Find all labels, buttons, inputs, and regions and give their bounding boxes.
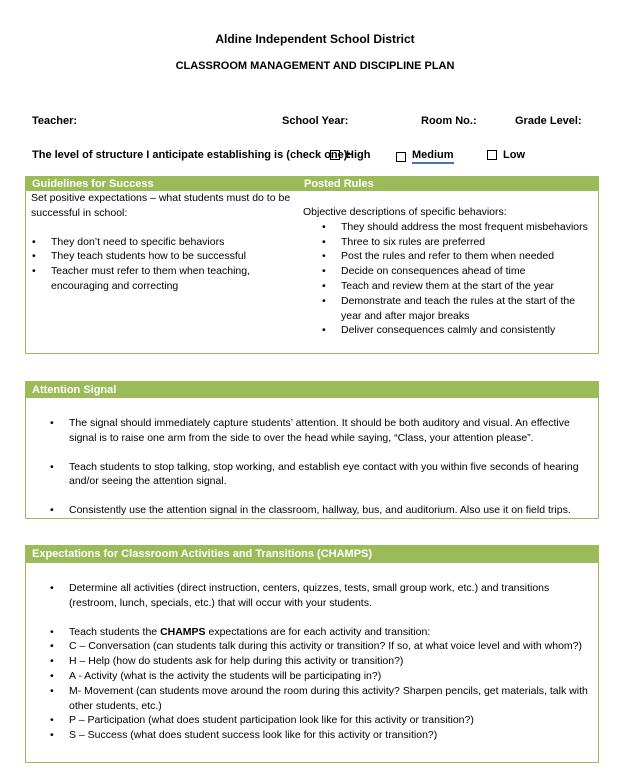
low-checkbox[interactable]	[487, 150, 497, 160]
list-item: • Decide on consequences ahead of time	[341, 264, 595, 279]
list-item: • Demonstrate and teach the rules at the start of the year and after major breaks	[341, 294, 595, 324]
room-no-label: Room No.:	[421, 115, 477, 127]
list-item: • Deliver consequences calmly and consistently	[341, 323, 595, 338]
medium-checkbox[interactable]	[396, 152, 406, 162]
option-medium-label: Medium	[412, 149, 454, 164]
list-item: • M- Movement (can students move around the room during this activity? Sharpen pencils, get materials, talk with other students, etc.)	[69, 684, 599, 714]
guidelines-heading: Guidelines for Success	[32, 178, 154, 190]
champs-acronym: CHAMPS	[160, 625, 206, 638]
guidelines-rules-section	[25, 176, 599, 354]
list-item: • They should address the most frequent misbehaviors	[341, 220, 595, 235]
champs-header-bar	[26, 546, 598, 563]
list-item: • P – Participation (what does student participation look like for this activity or transition?)	[69, 713, 599, 728]
posted-rules-column	[303, 205, 595, 338]
attention-heading: Attention Signal	[32, 384, 117, 396]
posted-rules-heading: Posted Rules	[304, 178, 374, 190]
list-item: • A - Activity (what is the activity the students will be participating in?)	[69, 669, 599, 684]
plan-title: CLASSROOM MANAGEMENT AND DISCIPLINE PLAN	[175, 60, 455, 72]
list-item: • The signal should immediately capture students’ attention. It should be both auditory and visual. An effective signal is to raise one arm from the side to over the head while saying, “Class, your attention please”.	[69, 416, 599, 446]
attention-list	[69, 416, 599, 518]
teacher-label: Teacher:	[32, 115, 78, 127]
section-header-bar	[26, 177, 598, 191]
district-name: Aldine Independent School District	[215, 32, 415, 46]
guidelines-intro: Set positive expectations – what students must do to be successful in school:	[31, 192, 291, 219]
list-item: • Teacher must refer to them when teaching, encouraging and correcting	[51, 264, 293, 294]
champs-list	[69, 581, 599, 743]
list-item: • C – Conversation (can students talk during this activity or transition? If so, at what voice level and with whom?)	[69, 639, 599, 654]
structure-level-label: The level of structure I anticipate establishing is (check one):	[32, 149, 352, 161]
champs-heading: Expectations for Classroom Activities and Transitions (CHAMPS)	[32, 548, 373, 560]
list-item: • Three to six rules are preferred	[341, 235, 595, 250]
list-item: • They don’t need to specific behaviors	[51, 235, 293, 250]
teach-prefix: Teach students the	[69, 625, 161, 638]
list-item: • Teach and review them at the start of the year	[341, 279, 595, 294]
option-high-label: High	[346, 149, 371, 161]
grade-level-label: Grade Level:	[515, 115, 582, 127]
teach-suffix: expectations are for each activity and transition:	[205, 625, 431, 638]
list-item: • Consistently use the attention signal in the classroom, hallway, bus, and auditorium. Also use it on field trips.	[69, 503, 599, 518]
posted-rules-list	[303, 220, 595, 338]
list-item: • H – Help (how do students ask for help during this activity or transition?)	[69, 654, 599, 669]
list-item: • Post the rules and refer to them when needed	[341, 249, 595, 264]
posted-rules-intro: Objective descriptions of specific behaviors:	[303, 206, 507, 218]
list-item: • S – Success (what does student success look like for this activity or transition?)	[69, 728, 599, 743]
option-low-label: Low	[503, 149, 525, 161]
option-medium[interactable]	[396, 149, 454, 164]
list-item	[69, 625, 599, 640]
list-item: • Determine all activities (direct instruction, centers, quizzes, tests, small group work, etc.) and transitions (restroom, lunch, specials, etc.) that will occur with your students.	[69, 581, 599, 611]
guidelines-column	[31, 191, 293, 294]
attention-header-bar	[26, 382, 598, 398]
champs-section	[25, 545, 599, 763]
list-item: • They teach students how to be successful	[51, 249, 293, 264]
option-low[interactable]	[487, 149, 525, 161]
high-checkbox[interactable]	[330, 150, 340, 160]
guidelines-list	[31, 235, 293, 294]
option-high[interactable]	[330, 149, 370, 161]
list-item: • Teach students to stop talking, stop working, and establish eye contact with you within five seconds of hearing and/or seeing the attention signal.	[69, 460, 599, 490]
attention-signal-section	[25, 381, 599, 519]
school-year-label: School Year:	[282, 115, 349, 127]
